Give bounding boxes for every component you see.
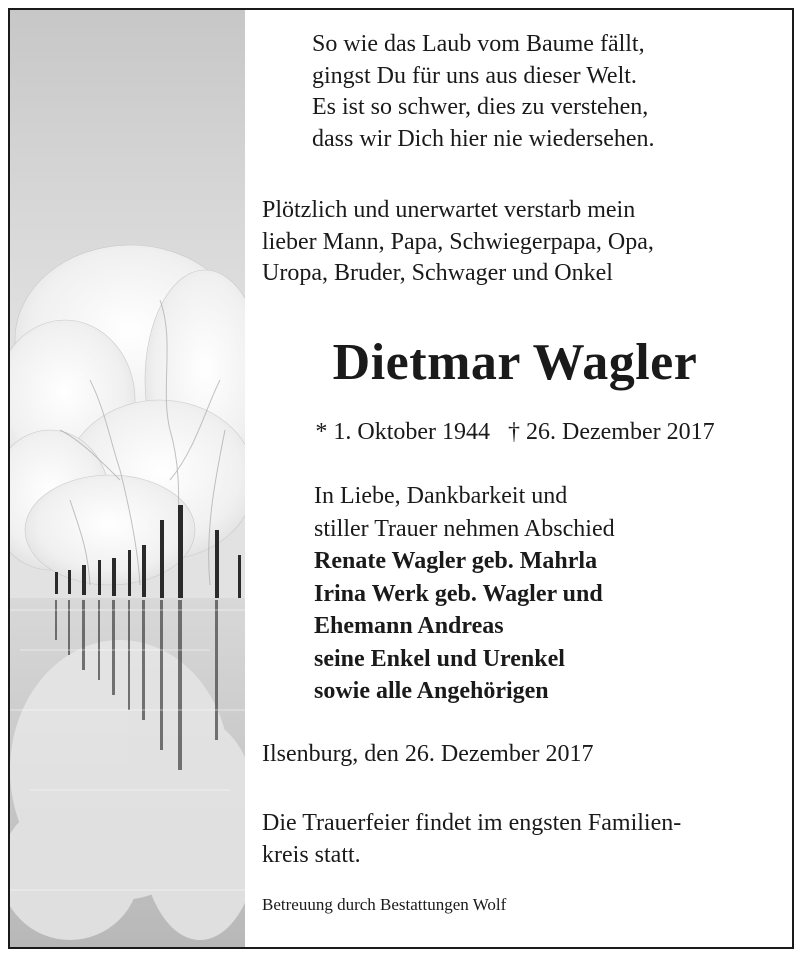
farewell-line: stiller Trauer nehmen Abschied (314, 515, 615, 542)
poem-line: Es ist so schwer, dies zu verstehen, (312, 94, 649, 120)
birth-date: * 1. Oktober 1944 (315, 419, 491, 445)
funeral-notice (262, 807, 681, 871)
poem-line: dass wir Dich hier nie wiedersehen. (312, 125, 655, 152)
deceased-name: Dietmar Wagler (332, 334, 698, 391)
frosted-trees-image (10, 10, 245, 947)
poem-line: So wie das Laub vom Baume fällt, (312, 31, 645, 57)
place-and-date: Ilsenburg, den 26. Dezember 2017 (262, 741, 594, 767)
funeral-notice-line: kreis statt. (262, 842, 361, 868)
undertaker-credit: Betreuung durch Bestattungen Wolf (262, 895, 507, 914)
mourner-name: Irina Werk geb. Wagler und (314, 580, 603, 607)
announcement-line: lieber Mann, Papa, Schwiegerpapa, Opa, (262, 228, 654, 255)
mourner-name: Ehemann Andreas (314, 613, 504, 639)
announcement-line: Plötzlich und unerwartet verstarb mein (262, 197, 636, 223)
death-date: † 26. Dezember 2017 (508, 419, 715, 445)
funeral-notice-line: Die Trauerfeier findet im engsten Familien- (262, 810, 682, 836)
mourners-block (314, 480, 615, 708)
life-dates (262, 416, 768, 448)
obituary-card (8, 8, 794, 949)
farewell-line: In Liebe, Dankbarkeit und (314, 483, 568, 509)
mourner-name: seine Enkel und Urenkel (314, 645, 565, 672)
memorial-poem (312, 29, 655, 155)
obituary-text (262, 10, 772, 947)
mourner-name: Renate Wagler geb. Mahrla (314, 548, 598, 574)
mourner-name: sowie alle Angehörigen (314, 678, 549, 704)
poem-line: gingst Du für uns aus dieser Welt. (312, 62, 637, 89)
announcement-line: Uropa, Bruder, Schwager und Onkel (262, 260, 613, 286)
death-announcement (262, 195, 768, 290)
winter-landscape-photo (10, 10, 245, 947)
